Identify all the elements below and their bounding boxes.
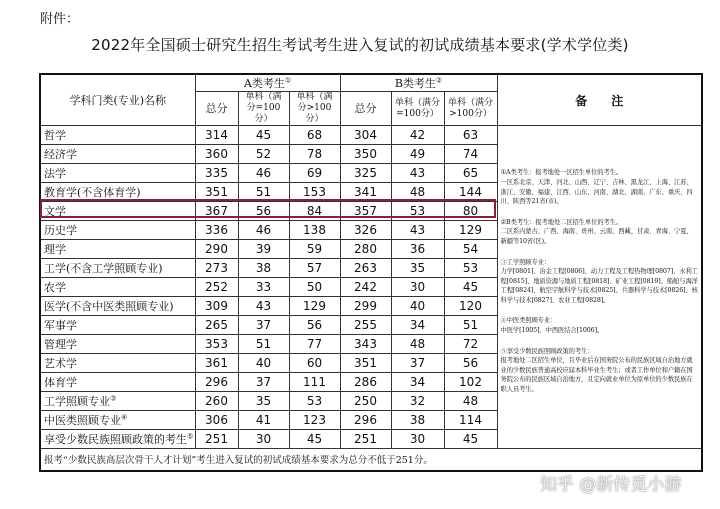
header-group-a: A类考生① bbox=[195, 74, 340, 92]
score-a-s100: 35 bbox=[238, 392, 289, 411]
footnote-mark: ③ bbox=[110, 394, 117, 403]
score-b-s100: 35 bbox=[391, 259, 444, 278]
score-b-total: 304 bbox=[340, 126, 391, 145]
score-b-sover: 72 bbox=[444, 335, 497, 354]
score-a-sover: 84 bbox=[289, 202, 340, 221]
score-a-total: 351 bbox=[195, 183, 238, 202]
header-a-total: 总分 bbox=[195, 92, 238, 126]
score-b-sover: 63 bbox=[444, 126, 497, 145]
score-a-sover: 59 bbox=[289, 240, 340, 259]
discipline-name: 教育学(不含体育学) bbox=[40, 183, 195, 202]
discipline-name: 哲学 bbox=[40, 126, 195, 145]
score-a-total: 314 bbox=[195, 126, 238, 145]
score-a-sover: 56 bbox=[289, 316, 340, 335]
score-a-sover: 77 bbox=[289, 335, 340, 354]
score-b-s100: 36 bbox=[391, 240, 444, 259]
score-a-s100: 41 bbox=[238, 411, 289, 430]
score-b-total: 357 bbox=[340, 202, 391, 221]
score-b-sover: 65 bbox=[444, 164, 497, 183]
score-a-s100: 51 bbox=[238, 335, 289, 354]
note-body: 报考地处二区招生单位，且毕业后在国务院公布的民族区域自治地方就业的少数民族普通高校应届本科毕业生考生；或者工作单位和户籍在国务院公布的民族区域自治地方，且定向就业单位为原单位的少数民族在职人员考生。 bbox=[500, 357, 693, 394]
score-b-sover: 45 bbox=[444, 430, 497, 449]
score-a-total: 336 bbox=[195, 221, 238, 240]
discipline-name: 军事学 bbox=[40, 316, 195, 335]
score-b-total: 286 bbox=[340, 373, 391, 392]
score-b-total: 251 bbox=[340, 430, 391, 449]
score-a-total: 309 bbox=[195, 297, 238, 316]
score-b-s100: 43 bbox=[391, 221, 444, 240]
score-b-total: 296 bbox=[340, 411, 391, 430]
score-b-sover: 45 bbox=[444, 278, 497, 297]
score-a-sover: 45 bbox=[289, 430, 340, 449]
score-a-total: 251 bbox=[195, 430, 238, 449]
score-b-sover: 56 bbox=[444, 354, 497, 373]
score-b-s100: 34 bbox=[391, 373, 444, 392]
score-a-total: 273 bbox=[195, 259, 238, 278]
note-item bbox=[501, 258, 699, 306]
note-body: 中医学[1005]、中西医结合[1006]。 bbox=[500, 327, 604, 335]
discipline-name: 管理学 bbox=[40, 335, 195, 354]
page-title: 2022年全国硕士研究生招生考试考生进入复试的初试成绩基本要求(学术学位类) bbox=[91, 36, 629, 54]
score-a-s100: 33 bbox=[238, 278, 289, 297]
score-a-s100: 51 bbox=[238, 183, 289, 202]
score-a-s100: 38 bbox=[238, 259, 289, 278]
score-a-s100: 56 bbox=[238, 202, 289, 221]
score-b-total: 280 bbox=[340, 240, 391, 259]
score-b-sover: 54 bbox=[444, 240, 497, 259]
score-b-total: 255 bbox=[340, 316, 391, 335]
header-a-single-over-100: 单科（满分>100分） bbox=[289, 92, 340, 126]
score-b-total: 326 bbox=[340, 221, 391, 240]
score-a-sover: 69 bbox=[289, 164, 340, 183]
score-b-s100: 49 bbox=[391, 145, 444, 164]
score-a-s100: 52 bbox=[238, 145, 289, 164]
score-a-total: 296 bbox=[195, 373, 238, 392]
score-a-total: 265 bbox=[195, 316, 238, 335]
score-a-s100: 46 bbox=[238, 164, 289, 183]
score-b-s100: 32 bbox=[391, 392, 444, 411]
score-table bbox=[39, 73, 703, 472]
score-a-s100: 37 bbox=[238, 373, 289, 392]
score-b-total: 350 bbox=[340, 145, 391, 164]
discipline-name: 历史学 bbox=[40, 221, 195, 240]
score-b-s100: 30 bbox=[391, 278, 444, 297]
score-b-total: 351 bbox=[340, 354, 391, 373]
score-a-s100: 45 bbox=[238, 126, 289, 145]
score-a-sover: 78 bbox=[289, 145, 340, 164]
header-b-total: 总分 bbox=[340, 92, 391, 126]
score-a-total: 361 bbox=[195, 354, 238, 373]
note-body: 一区系北京、天津、河北、山西、辽宁、吉林、黑龙江、上海、江苏、浙江、安徽、福建、江西、山东、河南、湖北、湖南、广东、重庆、四川、陕西等21省(市)。 bbox=[500, 178, 693, 206]
note-heading: ①A类考生：报考地处一区招生单位的考生。 bbox=[500, 169, 623, 177]
score-a-sover: 68 bbox=[289, 126, 340, 145]
score-a-total: 367 bbox=[195, 202, 238, 221]
score-a-total: 252 bbox=[195, 278, 238, 297]
score-a-s100: 30 bbox=[238, 430, 289, 449]
note-heading: ③工学照顾专业： bbox=[500, 258, 551, 266]
header-discipline: 学科门类(专业)名称 bbox=[40, 74, 195, 126]
score-b-total: 242 bbox=[340, 278, 391, 297]
header-a-single-100: 单科（满分=100分） bbox=[238, 92, 289, 126]
discipline-name: 工学(不含工学照顾专业) bbox=[40, 259, 195, 278]
discipline-name: 农学 bbox=[40, 278, 195, 297]
score-a-sover: 60 bbox=[289, 354, 340, 373]
header-b-single-100: 单科（满分=100分） bbox=[391, 92, 444, 126]
discipline-name: 法学 bbox=[40, 164, 195, 183]
header-group-b: B类考生② bbox=[340, 74, 497, 92]
score-b-s100: 48 bbox=[391, 183, 444, 202]
score-b-s100: 40 bbox=[391, 297, 444, 316]
score-b-s100: 48 bbox=[391, 335, 444, 354]
score-b-s100: 37 bbox=[391, 354, 444, 373]
score-a-sover: 138 bbox=[289, 221, 340, 240]
score-a-s100: 39 bbox=[238, 240, 289, 259]
watermark: 知乎 @新传觅小游 bbox=[540, 475, 682, 495]
score-b-total: 263 bbox=[340, 259, 391, 278]
score-b-sover: 80 bbox=[444, 202, 497, 221]
score-b-s100: 38 bbox=[391, 411, 444, 430]
score-a-sover: 123 bbox=[289, 411, 340, 430]
score-a-total: 260 bbox=[195, 392, 238, 411]
score-a-total: 360 bbox=[195, 145, 238, 164]
score-a-s100: 43 bbox=[238, 297, 289, 316]
score-a-sover: 50 bbox=[289, 278, 340, 297]
discipline-name: 体育学 bbox=[40, 373, 195, 392]
discipline-name: 文学 bbox=[40, 202, 195, 221]
attachment-label: 附件： bbox=[40, 12, 80, 27]
discipline-name: 经济学 bbox=[40, 145, 195, 164]
notes-cell bbox=[497, 126, 702, 449]
discipline-name: 医学(不含中医类照顾专业) bbox=[40, 297, 195, 316]
score-a-sover: 111 bbox=[289, 373, 340, 392]
header-notes: 备 注 bbox=[497, 74, 702, 126]
score-a-s100: 46 bbox=[238, 221, 289, 240]
note-body: 力学[0801]、冶金工程[0806]、动力工程及工程热物理[0807]、水利工程[0815]、地质资源与地质工程[0818]、矿业工程[0819]、船舶与海洋工程[0824]、航空宇航科学与技术[0825]、兵器科学与技术[0826]、核科学与技术[0827]、农业工程[0828]。 bbox=[500, 268, 698, 304]
score-b-sover: 120 bbox=[444, 297, 497, 316]
discipline-name: 工学照顾专业③ bbox=[40, 392, 195, 411]
footnote-mark: ④ bbox=[121, 413, 128, 422]
note-item bbox=[501, 218, 699, 247]
score-b-sover: 53 bbox=[444, 259, 497, 278]
score-b-sover: 48 bbox=[444, 392, 497, 411]
note-heading: ④中医类照顾专业： bbox=[500, 317, 557, 325]
discipline-name: 艺术学 bbox=[40, 354, 195, 373]
score-b-total: 250 bbox=[340, 392, 391, 411]
note-item bbox=[501, 347, 699, 395]
score-a-sover: 129 bbox=[289, 297, 340, 316]
score-a-s100: 40 bbox=[238, 354, 289, 373]
note-item bbox=[501, 168, 699, 206]
score-a-total: 306 bbox=[195, 411, 238, 430]
score-b-sover: 102 bbox=[444, 373, 497, 392]
table-footer-note: 报考“少数民族高层次骨干人才计划”考生进入复试的初试成绩基本要求为总分不低于251分。 bbox=[40, 449, 702, 471]
score-a-sover: 57 bbox=[289, 259, 340, 278]
score-b-sover: 74 bbox=[444, 145, 497, 164]
score-b-s100: 42 bbox=[391, 126, 444, 145]
score-a-s100: 37 bbox=[238, 316, 289, 335]
discipline-name: 理学 bbox=[40, 240, 195, 259]
score-a-sover: 153 bbox=[289, 183, 340, 202]
header-b-single-over-100: 单科（满分>100分） bbox=[444, 92, 497, 126]
score-b-total: 325 bbox=[340, 164, 391, 183]
score-b-sover: 144 bbox=[444, 183, 497, 202]
score-b-s100: 34 bbox=[391, 316, 444, 335]
score-a-sover: 53 bbox=[289, 392, 340, 411]
score-b-total: 341 bbox=[340, 183, 391, 202]
note-heading: ②B类考生：报考地处二区招生单位的考生。 bbox=[500, 218, 623, 226]
table-row bbox=[40, 126, 702, 145]
note-item bbox=[501, 316, 699, 335]
score-b-sover: 51 bbox=[444, 316, 497, 335]
score-a-total: 335 bbox=[195, 164, 238, 183]
score-b-s100: 53 bbox=[391, 202, 444, 221]
score-b-s100: 43 bbox=[391, 164, 444, 183]
footnote-mark: ⑤ bbox=[187, 432, 194, 441]
score-b-s100: 30 bbox=[391, 430, 444, 449]
discipline-name: 享受少数民族照顾政策的考生⑤ bbox=[40, 430, 195, 449]
score-a-total: 290 bbox=[195, 240, 238, 259]
discipline-name: 中医类照顾专业④ bbox=[40, 411, 195, 430]
score-b-sover: 114 bbox=[444, 411, 497, 430]
note-body: 二区系内蒙古、广西、海南、贵州、云南、西藏、甘肃、青海、宁夏、新疆等10省(区)。 bbox=[500, 228, 693, 245]
score-b-total: 343 bbox=[340, 335, 391, 354]
score-a-total: 353 bbox=[195, 335, 238, 354]
score-b-sover: 129 bbox=[444, 221, 497, 240]
note-heading: ⑤享受少数民族照顾政策的考生： bbox=[500, 347, 594, 355]
score-b-total: 299 bbox=[340, 297, 391, 316]
